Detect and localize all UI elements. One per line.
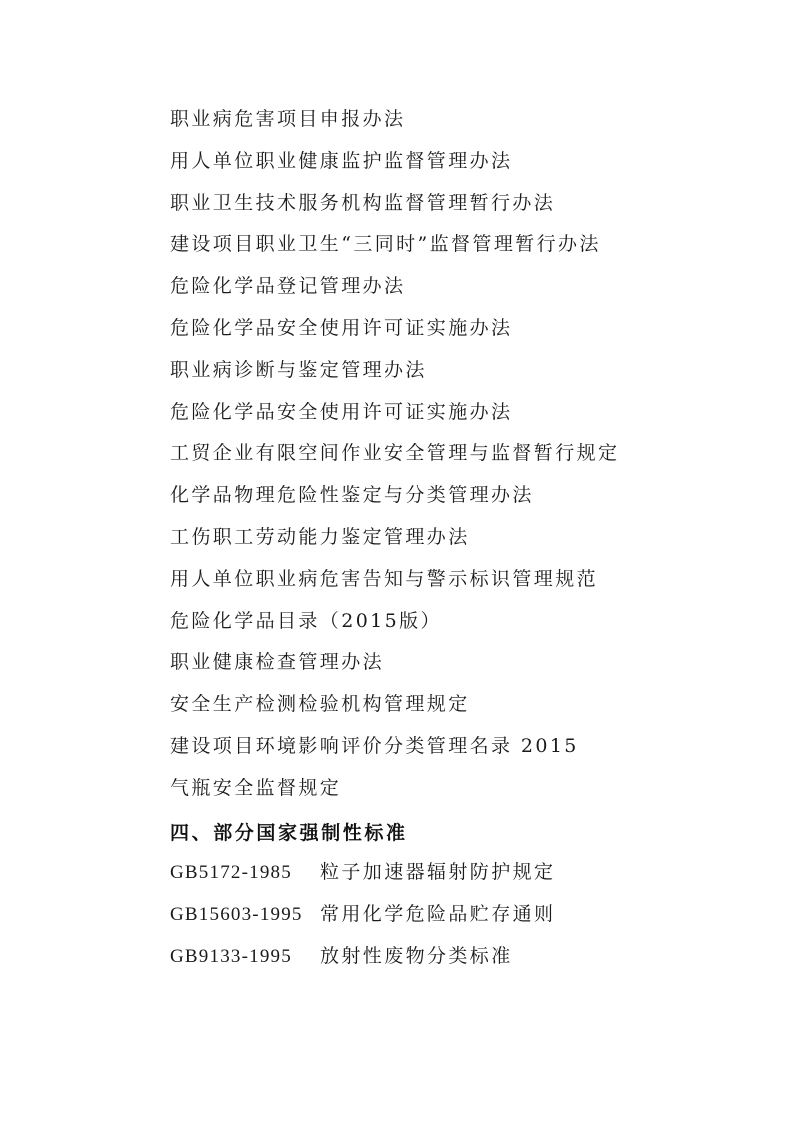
standard-title: 粒子加速器辐射防护规定 <box>320 861 556 883</box>
list-item: 职业病危害项目申报办法 <box>170 108 406 130</box>
list-item: 安全生产检测检验机构管理规定 <box>170 693 470 716</box>
list-item: 用人单位职业病危害告知与警示标识管理规范 <box>170 567 599 590</box>
list-item: 用人单位职业健康监护监督管理办法 <box>170 149 513 172</box>
list-item: 建设项目环境影响评价分类管理名录 2015 <box>170 734 579 757</box>
standard-title: 放射性废物分类标准 <box>320 945 513 967</box>
standard-row <box>170 856 770 898</box>
list-item: 危险化学品安全使用许可证实施办法 <box>170 316 513 339</box>
standard-code: GB9133-1995 <box>170 946 292 967</box>
standards-list <box>170 856 770 982</box>
list-item: 气瓶安全监督规定 <box>170 776 342 799</box>
list-item: 危险化学品安全使用许可证实施办法 <box>170 400 513 423</box>
standard-row <box>170 898 770 940</box>
list-item: 职业卫生技术服务机构监督管理暂行办法 <box>170 191 556 214</box>
standard-row <box>170 940 770 982</box>
list-item: 工伤职工劳动能力鉴定管理办法 <box>170 525 470 548</box>
list-item: 职业病诊断与鉴定管理办法 <box>170 358 427 381</box>
standard-title: 常用化学危险品贮存通则 <box>320 903 556 925</box>
list-item: 职业健康检查管理办法 <box>170 651 385 674</box>
regulation-list <box>170 103 770 814</box>
standard-code: GB5172-1985 <box>170 862 292 883</box>
list-item: 工贸企业有限空间作业安全管理与监督暂行规定 <box>170 442 620 465</box>
list-item: 化学品物理危险性鉴定与分类管理办法 <box>170 484 534 507</box>
list-item: 危险化学品登记管理办法 <box>170 275 406 298</box>
section-heading: 四、部分国家强制性标准 <box>170 822 408 844</box>
list-item: 建设项目职业卫生“三同时”监督管理暂行办法 <box>170 233 601 256</box>
standard-code: GB15603-1995 <box>170 904 303 925</box>
list-item: 危险化学品目录（2015版） <box>170 609 442 632</box>
